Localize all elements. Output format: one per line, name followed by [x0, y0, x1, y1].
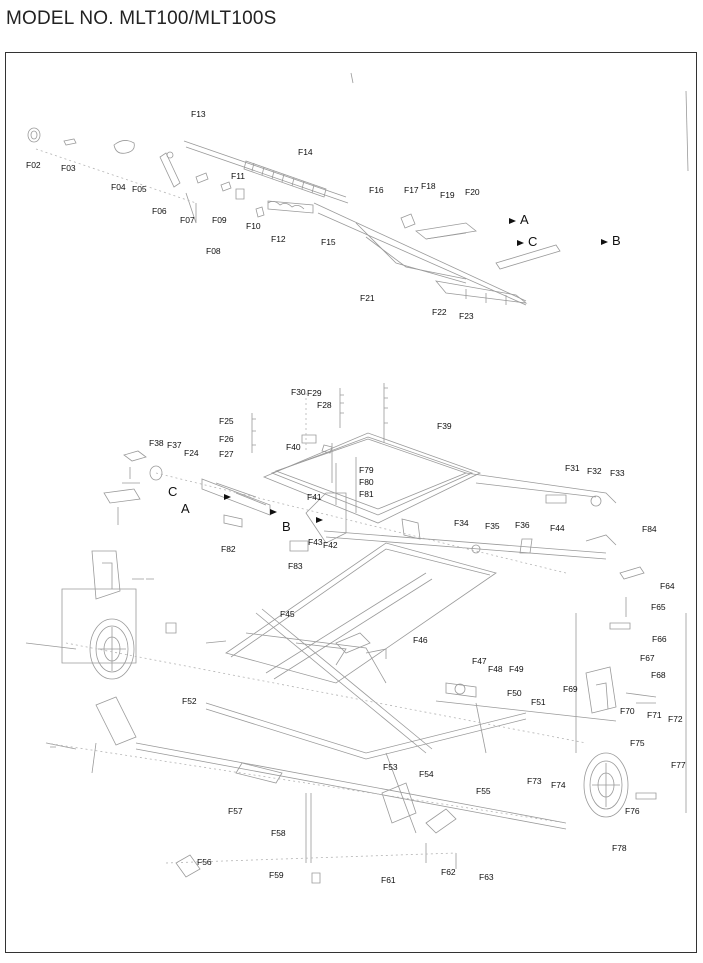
part-label-f74: F74	[551, 780, 566, 790]
part-label-f68: F68	[651, 670, 666, 680]
part-label-f69: F69	[563, 684, 578, 694]
part-label-f11: F11	[231, 171, 246, 181]
part-label-f70: F70	[620, 706, 635, 716]
part-label-f27: F27	[219, 449, 234, 459]
part-label-f45: F45	[280, 609, 295, 619]
part-label-f33: F33	[610, 468, 625, 478]
part-label-f08: F08	[206, 246, 221, 256]
marker-arrow-icon	[270, 509, 277, 515]
part-label-f77: F77	[671, 760, 686, 770]
marker-arrow-icon	[601, 239, 608, 245]
part-label-f38: F38	[149, 438, 164, 448]
part-label-f13: F13	[191, 109, 206, 119]
part-label-f35: F35	[485, 521, 500, 531]
assembly-guides	[36, 149, 586, 863]
part-label-f15: F15	[321, 237, 336, 247]
part-label-f24: F24	[184, 448, 199, 458]
left-wheel-assembly	[62, 551, 154, 679]
part-label-f31: F31	[565, 463, 580, 473]
part-label-f66: F66	[652, 634, 667, 644]
part-label-f56: F56	[197, 857, 212, 867]
part-label-f72: F72	[668, 714, 683, 724]
view-marker-b-bot: B	[282, 519, 291, 534]
part-label-f47: F47	[472, 656, 487, 666]
part-label-f36: F36	[515, 520, 530, 530]
part-label-f41: F41	[307, 492, 322, 502]
part-label-f81: F81	[359, 489, 374, 499]
part-label-f83: F83	[288, 561, 303, 571]
part-label-f18: F18	[421, 181, 436, 191]
part-label-f46: F46	[413, 635, 428, 645]
part-label-f04: F04	[111, 182, 126, 192]
part-label-f75: F75	[630, 738, 645, 748]
part-label-f09: F09	[212, 215, 227, 225]
part-label-f07: F07	[180, 215, 195, 225]
part-label-f17: F17	[404, 185, 419, 195]
part-label-f22: F22	[432, 307, 447, 317]
part-label-f23: F23	[459, 311, 474, 321]
marker-arrow-icon	[517, 240, 524, 246]
part-label-f65: F65	[651, 602, 666, 612]
part-label-f63: F63	[479, 872, 494, 882]
part-label-f10: F10	[246, 221, 261, 231]
part-label-f55: F55	[476, 786, 491, 796]
part-label-f57: F57	[228, 806, 243, 816]
part-label-f37: F37	[167, 440, 182, 450]
part-label-f76: F76	[625, 806, 640, 816]
part-label-f71: F71	[647, 710, 662, 720]
view-marker-c-bot: C	[168, 484, 178, 499]
view-marker-b-top: B	[612, 233, 621, 248]
part-label-f61: F61	[381, 875, 396, 885]
part-label-f59: F59	[269, 870, 284, 880]
marker-arrow-icon	[316, 517, 323, 523]
exploded-view-drawing	[6, 53, 698, 954]
part-label-f48: F48	[488, 664, 503, 674]
part-label-f14: F14	[298, 147, 313, 157]
part-label-f44: F44	[550, 523, 565, 533]
part-label-f03: F03	[61, 163, 76, 173]
part-label-f52: F52	[182, 696, 197, 706]
part-label-f32: F32	[587, 466, 602, 476]
part-label-f02: F02	[26, 160, 41, 170]
part-label-f28: F28	[317, 400, 332, 410]
part-label-f50: F50	[507, 688, 522, 698]
page-title: MODEL NO. MLT100/MLT100S	[6, 8, 277, 29]
part-label-f39: F39	[437, 421, 452, 431]
part-label-f62: F62	[441, 867, 456, 877]
view-marker-c-top: C	[528, 234, 538, 249]
part-label-f49: F49	[509, 664, 524, 674]
part-label-f82: F82	[221, 544, 236, 554]
part-label-f30: F30	[291, 387, 306, 397]
part-label-f40: F40	[286, 442, 301, 452]
top-assembly	[28, 73, 688, 305]
part-label-f80: F80	[359, 477, 374, 487]
part-label-f20: F20	[465, 187, 480, 197]
part-label-f29: F29	[307, 388, 322, 398]
part-label-f16: F16	[369, 185, 384, 195]
view-marker-a-bot: A	[181, 501, 190, 516]
part-label-f34: F34	[454, 518, 469, 528]
part-label-f26: F26	[219, 434, 234, 444]
part-label-f78: F78	[612, 843, 627, 853]
part-label-f25: F25	[219, 416, 234, 426]
view-marker-a-top: A	[520, 212, 529, 227]
marker-arrow-icon	[509, 218, 516, 224]
part-label-f42: F42	[323, 540, 338, 550]
part-label-f58: F58	[271, 828, 286, 838]
diagram-frame	[5, 52, 697, 953]
part-label-f51: F51	[531, 697, 546, 707]
part-label-f43: F43	[308, 537, 323, 547]
part-label-f53: F53	[383, 762, 398, 772]
part-label-f21: F21	[360, 293, 375, 303]
part-label-f79: F79	[359, 465, 374, 475]
part-label-f64: F64	[660, 581, 675, 591]
right-wheel-assembly	[576, 567, 686, 817]
part-label-f67: F67	[640, 653, 655, 663]
part-label-f19: F19	[440, 190, 455, 200]
part-label-f12: F12	[271, 234, 286, 244]
part-label-f06: F06	[152, 206, 167, 216]
part-label-f73: F73	[527, 776, 542, 786]
part-label-f84: F84	[642, 524, 657, 534]
part-label-f54: F54	[419, 769, 434, 779]
marker-arrow-icon	[224, 494, 231, 500]
part-label-f05: F05	[132, 184, 147, 194]
